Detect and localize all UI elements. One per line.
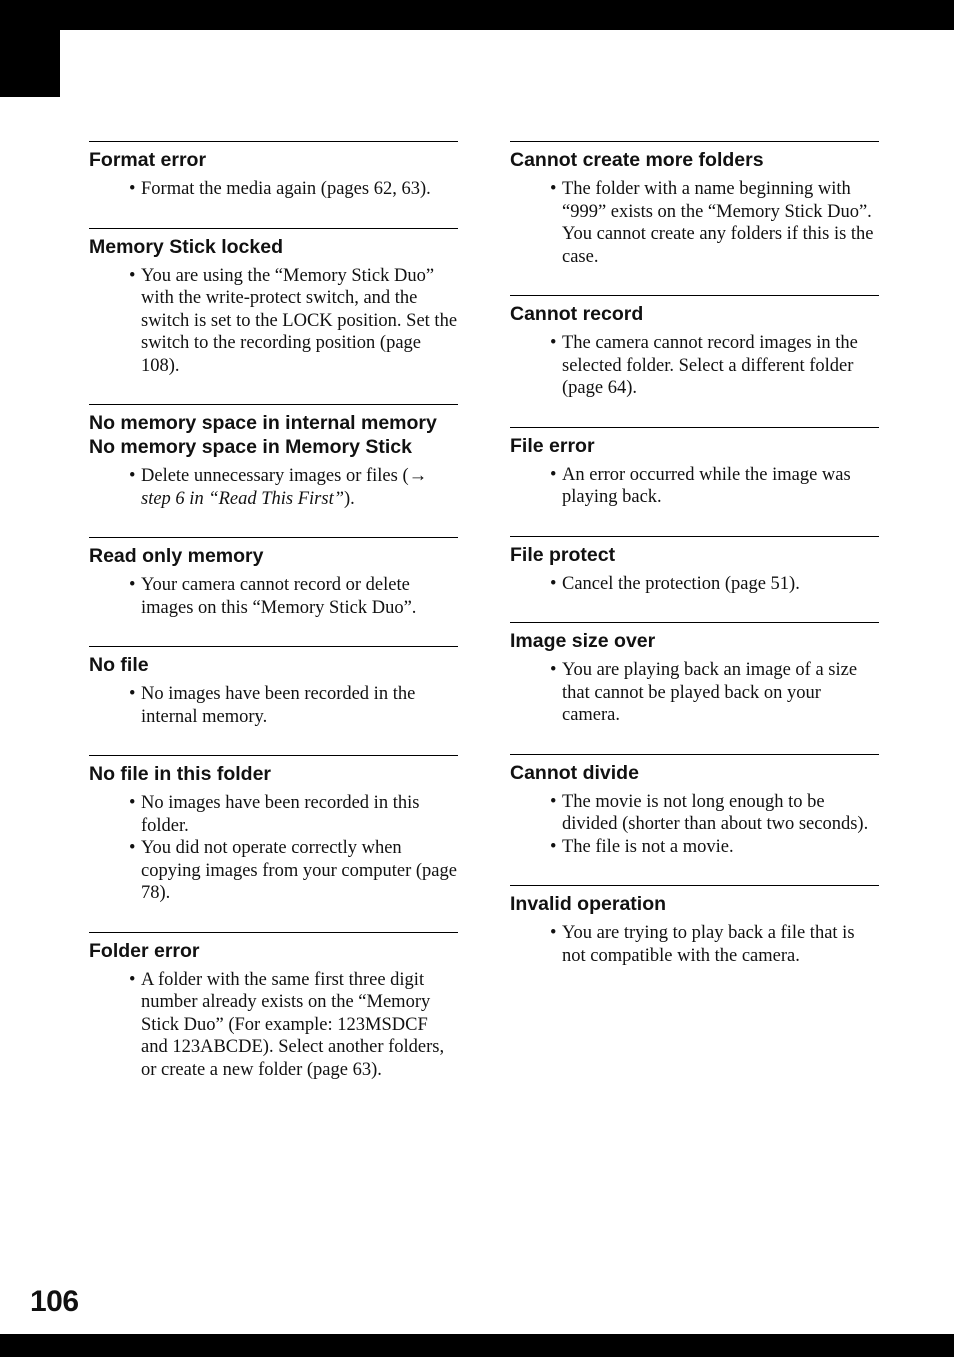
bullet-list (89, 465, 458, 510)
bullet-list (510, 178, 879, 268)
title-line: Cannot divide (510, 761, 639, 784)
entry-image-size-over (510, 622, 879, 754)
entry-title (510, 543, 879, 567)
arrow-icon: → (408, 466, 428, 486)
bullet-item: • The folder with a name beginning with “999” exists on the “Memory Stick Duo”. You cannot create any folders if this is the case. (562, 178, 879, 268)
title-line: Cannot record (510, 303, 644, 325)
bullet-item: • A folder with the same first three digit number already exists on the “Memory Stick Duo” (For example: 123MSDCF and 123ABCDE). Select another folders, or create a new folder (page 63). (141, 969, 458, 1082)
title-line: Format error (89, 149, 207, 171)
bullet-list (89, 969, 458, 1082)
cross-reference: step 6 in “Read This First” (141, 488, 345, 509)
entry-invalid-operation (510, 885, 879, 994)
bullet-list (510, 922, 879, 967)
bullet-list (510, 332, 879, 400)
entry-title (89, 148, 458, 172)
entry-title (510, 761, 879, 785)
entry-format-error (89, 141, 458, 228)
title-line: Folder error (89, 939, 200, 962)
entry-title (89, 544, 458, 568)
bullet-item: • Cancel the protection (page 51). (562, 573, 879, 596)
title-line: No file in this folder (89, 763, 272, 785)
entry-cannot-create-folders (510, 141, 879, 295)
entry-title (510, 629, 879, 653)
entry-title (510, 892, 879, 916)
entry-cannot-divide (510, 754, 879, 886)
bullet-item: • You did not operate correctly when copying images from your computer (page 78). (141, 837, 458, 905)
footer-bar (0, 1334, 954, 1357)
entry-file-error (510, 427, 879, 536)
bullet-list (89, 683, 458, 728)
bullet-list (510, 573, 879, 596)
bullet-list (89, 265, 458, 378)
bullet-item: • Your camera cannot record or delete images on this “Memory Stick Duo”. (141, 574, 458, 619)
bullet-item: • The movie is not long enough to be divided (shorter than about two seconds). (562, 791, 879, 836)
bullet-item: • You are using the “Memory Stick Duo” with the write-protect switch, and the switch is set to the LOCK position. Set the switch to the recording position (page 108). (141, 265, 458, 378)
bullet-item: • You are trying to play back a file that is not compatible with the camera. (562, 922, 879, 967)
entry-title (510, 302, 879, 326)
title-line: Memory Stick locked (89, 235, 283, 258)
title-line: File error (510, 434, 595, 457)
bullet-item: • The file is not a movie. (562, 836, 879, 859)
bullet-list (510, 659, 879, 727)
bullet-list (89, 574, 458, 619)
entry-no-file (89, 646, 458, 755)
title-line: Read only memory (89, 545, 264, 567)
entry-title (89, 653, 458, 677)
bullet-item: • An error occurred while the image was playing back. (562, 464, 879, 509)
bullet-item: • No images have been recorded in the internal memory. (141, 683, 458, 728)
entry-memory-stick-locked (89, 228, 458, 405)
entry-title (89, 411, 458, 459)
bullet-list (510, 464, 879, 509)
entry-title (510, 434, 879, 458)
bullet-text: ). (344, 488, 355, 509)
entry-title (510, 148, 879, 172)
title-line: No memory space in Memory Stick (89, 436, 412, 458)
title-line: No file (89, 654, 149, 676)
right-column (510, 141, 879, 994)
entry-folder-error (89, 932, 458, 1109)
bullet-item (141, 465, 458, 510)
entry-title (89, 235, 458, 259)
entry-title (89, 762, 458, 786)
entry-no-memory-space (89, 404, 458, 537)
entry-read-only-memory (89, 537, 458, 646)
bullet-text: Delete unnecessary images or files ( (141, 466, 409, 486)
entry-title (89, 939, 458, 963)
title-line: Cannot create more folders (510, 149, 764, 171)
left-column (89, 141, 458, 1108)
title-line: Image size over (510, 630, 656, 652)
title-line: No memory space in internal memory (89, 412, 437, 434)
header-tab-block (0, 0, 60, 97)
entry-cannot-record (510, 295, 879, 427)
bullet-list (510, 791, 879, 859)
title-line: File protect (510, 543, 616, 566)
bullet-item: • No images have been recorded in this folder. (141, 792, 458, 837)
bullet-item: • The camera cannot record images in the selected folder. Select a different folder (page 64). (562, 332, 879, 400)
entry-no-file-in-folder (89, 755, 458, 932)
page-number: 106 (30, 1285, 79, 1318)
header-bar (0, 0, 954, 30)
bullet-item: • Format the media again (pages 62, 63). (141, 178, 458, 201)
title-line: Invalid operation (510, 893, 667, 915)
bullet-list (89, 178, 458, 201)
entry-file-protect (510, 536, 879, 623)
bullet-item: • You are playing back an image of a size that cannot be played back on your camera. (562, 659, 879, 727)
bullet-list (89, 792, 458, 905)
